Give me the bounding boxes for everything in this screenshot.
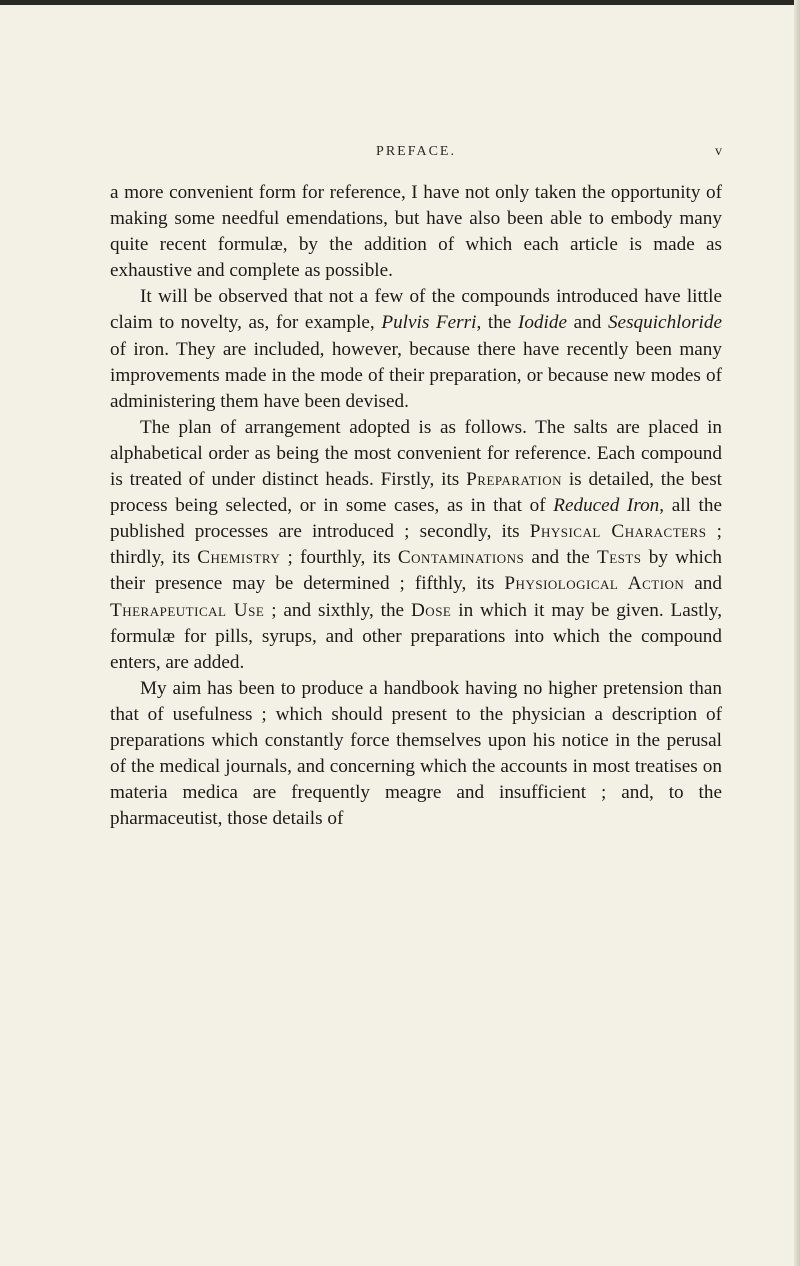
heading-physiological-action: Physiological Action: [504, 573, 685, 595]
italic-pulvis-ferri: Pulvis Ferri: [381, 312, 477, 334]
paragraph-2-text-d: of iron. They are included, however, because there have recently been many improvements made in the mode of their preparation, or because new modes of administering them have been devised.: [110, 338, 722, 412]
page-right-edge: [794, 0, 800, 1266]
running-title: PREFACE.: [376, 144, 456, 159]
heading-chemistry: Chemistry: [197, 547, 281, 569]
paragraph-4-text: My aim has been to produce a handbook having no higher pretension than that of usefulness ; which should present to the physician a description of preparations which constantly force themselves upon his notice in the perusal of the medical journals, and concerning which the accounts in most treatises on materia medica are frequently meagre and insufficient ; and, to the pharmaceutist, those details of: [110, 677, 722, 830]
paragraph-3: [110, 415, 722, 676]
heading-contaminations: Contaminations: [397, 547, 525, 569]
page-header: [110, 144, 722, 168]
heading-therapeutical-use: Therapeutical Use: [110, 599, 265, 621]
paragraph-2-text-b: , the: [476, 312, 518, 334]
italic-reduced-iron: Reduced Iron: [553, 495, 660, 517]
heading-physical-characters: Physical Characters: [529, 521, 707, 543]
paragraph-1-text: a more convenient form for reference, I have not only taken the opportunity of making some needful emendations, but have also been able to embody many quite recent formulæ, by the addition of which each article is made as exhaustive and complete as possible.: [110, 182, 722, 282]
paragraph-3-text-d: ; thirdly, its: [110, 521, 722, 569]
paragraph-3-text-g: by which their presence may be determined ; fifthly, its: [110, 547, 722, 595]
paragraph-3-text-c: , all the published processes are introduced ; secondly, its: [110, 495, 722, 543]
italic-iodide: Iodide: [517, 312, 567, 334]
paragraph-3-text-j: in which it may be given. Lastly, formulæ for pills, syrups, and other preparations into which the compound enters, are added.: [110, 599, 722, 673]
heading-dose: Dose: [410, 599, 452, 621]
page-body: [110, 180, 722, 832]
paragraph-2-text-a: It will be observed that not a few of the compounds introduced have little claim to novelty, as, for example,: [110, 286, 722, 334]
paragraph-2-text-c: and: [566, 312, 608, 334]
italic-sesquichloride: Sesquichloride: [607, 312, 722, 334]
paragraph-2: [110, 284, 722, 414]
paragraph-3-text-h: and: [684, 573, 722, 595]
paragraph-1: [110, 180, 722, 284]
heading-tests: Tests: [596, 547, 642, 569]
paragraph-3-text-e: ; fourthly, its: [280, 547, 398, 569]
paragraph-3-text-f: and the: [524, 547, 597, 569]
paragraph-4: [110, 676, 722, 833]
paragraph-3-text-b: is detailed, the best process being selected, or in some cases, as in that of: [110, 469, 722, 517]
page-top-edge: [0, 0, 800, 5]
paragraph-3-text-a: The plan of arrangement adopted is as follows. The salts are placed in alphabetical order as being the most convenient for reference. Each compound is treated of under distinct heads. Firstly, its: [110, 416, 722, 491]
paragraph-3-text-i: ; and sixthly, the: [264, 599, 411, 621]
page-number: v: [715, 144, 722, 159]
heading-preparation: Preparation: [466, 469, 562, 491]
